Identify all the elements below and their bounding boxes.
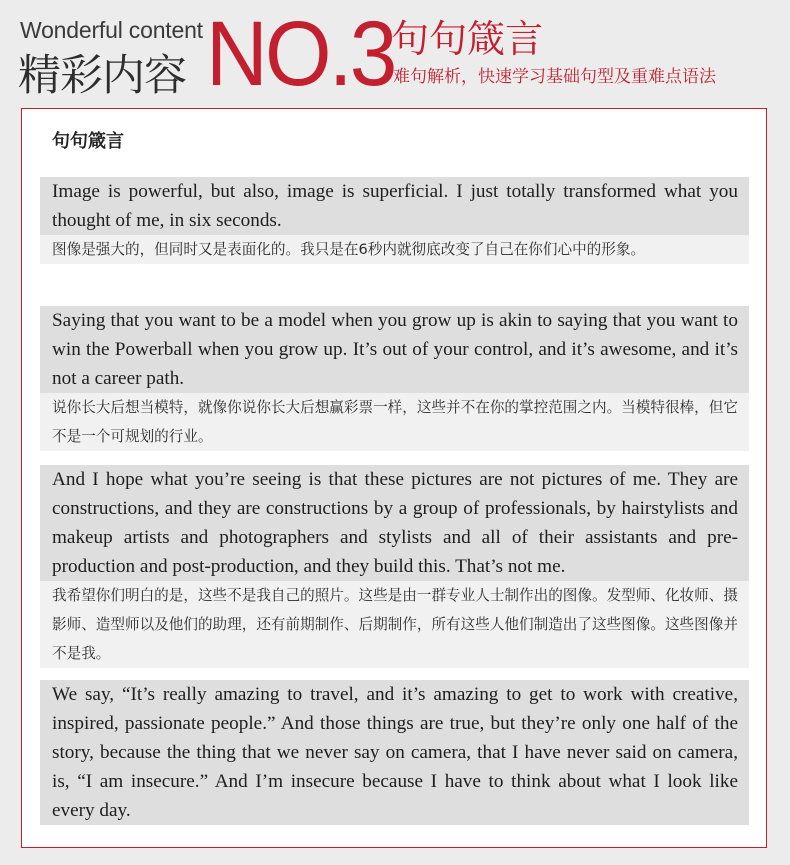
content-panel (21, 108, 767, 848)
quote-translation: 说你长大后想当模特，就像你说你长大后想赢彩票一样，这些并不在你的掌控范围之内。当模特很棒，但它不是一个可规划的行业。 (40, 393, 749, 451)
quote-english: We say, “It’s really amazing to travel, and it’s amazing to get to work with creative, inspired, passionate people.” And those things are true, but they’re only one half of the story, because the thing that we never say on camera, that I have never said on camera, is, “I am insecure.” And I’m insecure because I have to think about what I look like every day. (40, 680, 749, 825)
page-header (0, 0, 790, 108)
quote-english: And I hope what you’re seeing is that these pictures are not pictures of me. They are constructions, and they are constructions by a group of professionals, by hairstylists and makeup artists and photographers and stylists and all of their assistants and pre-production and post-production, and they build this. That’s not me. (40, 465, 749, 581)
quote-block-1 (40, 177, 749, 264)
quote-translation: 我希望你们明白的是，这些不是我自己的照片。这些是由一群专业人士制作出的图像。发型师、化妆师、摄影师、造型师以及他们的助理，还有前期制作、后期制作，所有这些人他们制造出了这些图像。这些图像并不是我。 (40, 581, 749, 668)
quote-translation: 图像是强大的，但同时又是表面化的。我只是在6秒内就彻底改变了自己在你们心中的形象。 (40, 235, 749, 264)
header-title: 句句箴言 (391, 17, 544, 61)
header-number: NO.3 (206, 3, 395, 105)
quote-block-3 (40, 465, 749, 668)
header-english-label: Wonderful content (20, 17, 203, 43)
quote-block-4 (40, 680, 749, 825)
quote-english: Image is powerful, but also, image is superficial. I just totally transformed what you thought of me, in six seconds. (40, 177, 749, 235)
quote-english: Saying that you want to be a model when you grow up is akin to saying that you want to win the Powerball when you grow up. It’s out of your control, and it’s awesome, and it’s not a career path. (40, 306, 749, 393)
section-title: 句句箴言 (52, 131, 124, 152)
header-chinese-label: 精彩内容 (18, 51, 186, 101)
header-subtitle: 难句解析，快速学习基础句型及重难点语法 (393, 67, 716, 87)
quote-block-2 (40, 306, 749, 451)
